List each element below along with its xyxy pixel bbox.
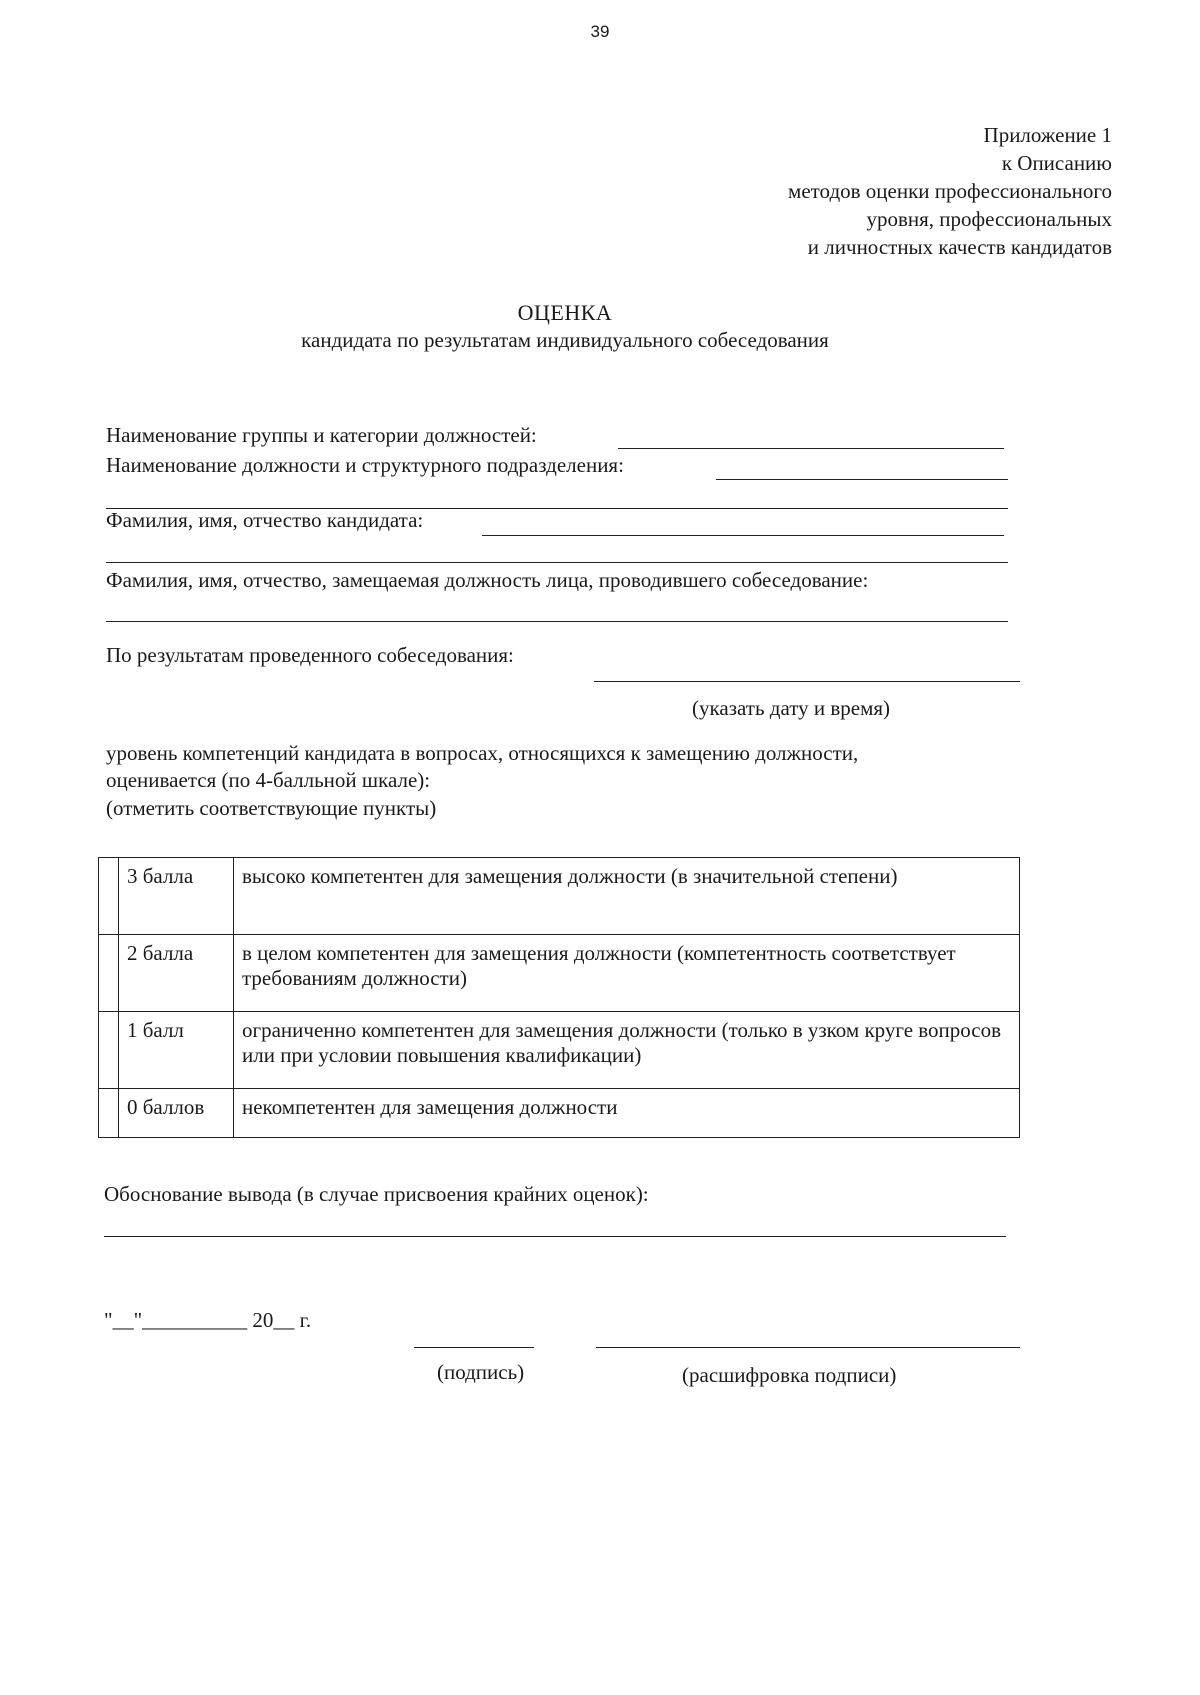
- field-line-interviewer[interactable]: [106, 621, 1008, 622]
- score-points: 1 балл: [119, 1012, 234, 1089]
- assessment-note: (отметить соответствующие пункты): [106, 796, 437, 820]
- assessment-line: оценивается (по 4-балльной шкале):: [106, 768, 431, 792]
- table-row: [99, 1012, 1020, 1089]
- score-description: ограниченно компетентен для замещения должности (только в узком круге вопросов или при условии повышения квалификации): [234, 1012, 1020, 1089]
- score-points: 2 балла: [119, 935, 234, 1012]
- field-label-candidate-name: Фамилия, имя, отчество кандидата:: [106, 508, 424, 532]
- field-label-interviewer: Фамилия, имя, отчество, замещаемая должность лица, проводившего собеседование:: [106, 568, 869, 592]
- assessment-line: уровень компетенций кандидата в вопросах, относящихся к замещению должности,: [106, 741, 859, 765]
- signature-line[interactable]: [414, 1347, 534, 1348]
- score-description: в целом компетентен для замещения должности (компетентность соответствует требованиям должности): [234, 935, 1020, 1012]
- score-description: высоко компетентен для замещения должности (в значительной степени): [234, 858, 1020, 935]
- appendix-line: к Описанию: [1001, 151, 1112, 175]
- score-checkbox[interactable]: [99, 858, 119, 935]
- results-label: По результатам проведенного собеседования:: [106, 643, 514, 667]
- score-checkbox[interactable]: [99, 1089, 119, 1138]
- signature-label: (подпись): [437, 1360, 525, 1384]
- appendix-line: и личностных качеств кандидатов: [807, 235, 1112, 259]
- field-line-candidate-name[interactable]: [482, 535, 1004, 536]
- score-checkbox[interactable]: [99, 1012, 119, 1089]
- field-line-candidate-name-extra[interactable]: [106, 562, 1008, 563]
- appendix-line: методов оценки профессионального: [788, 179, 1112, 203]
- results-date-line[interactable]: [594, 681, 1020, 682]
- field-line-group-category[interactable]: [618, 448, 1004, 449]
- table-row: [99, 935, 1020, 1012]
- justification-label: Обоснование вывода (в случае присвоения крайних оценок):: [104, 1182, 649, 1206]
- field-label-position-department: Наименование должности и структурного подразделения:: [106, 453, 624, 477]
- signature-decoding-line[interactable]: [596, 1347, 1020, 1348]
- field-line-position-department[interactable]: [716, 479, 1008, 480]
- scores-table: [98, 857, 1020, 1138]
- appendix-line: Приложение 1: [983, 123, 1112, 147]
- score-description: некомпетентен для замещения должности: [234, 1089, 1020, 1138]
- results-date-hint: (указать дату и время): [692, 696, 891, 720]
- field-label-group-category: Наименование группы и категории должностей:: [106, 423, 537, 447]
- score-points: 0 баллов: [119, 1089, 234, 1138]
- signature-decoding-label: (расшифровка подписи): [682, 1363, 897, 1387]
- page-title: ОЦЕНКА: [517, 300, 613, 325]
- score-checkbox[interactable]: [99, 935, 119, 1012]
- appendix-line: уровня, профессиональных: [866, 207, 1112, 231]
- page-subtitle: кандидата по результатам индивидуального собеседования: [301, 328, 829, 352]
- table-row: [99, 858, 1020, 935]
- appendix-header: [788, 121, 1112, 261]
- score-points: 3 балла: [119, 858, 234, 935]
- page-number: 39: [590, 22, 610, 41]
- justification-line[interactable]: [104, 1236, 1006, 1237]
- signature-date[interactable]: "__"__________ 20__ г.: [104, 1308, 312, 1332]
- table-row: [99, 1089, 1020, 1138]
